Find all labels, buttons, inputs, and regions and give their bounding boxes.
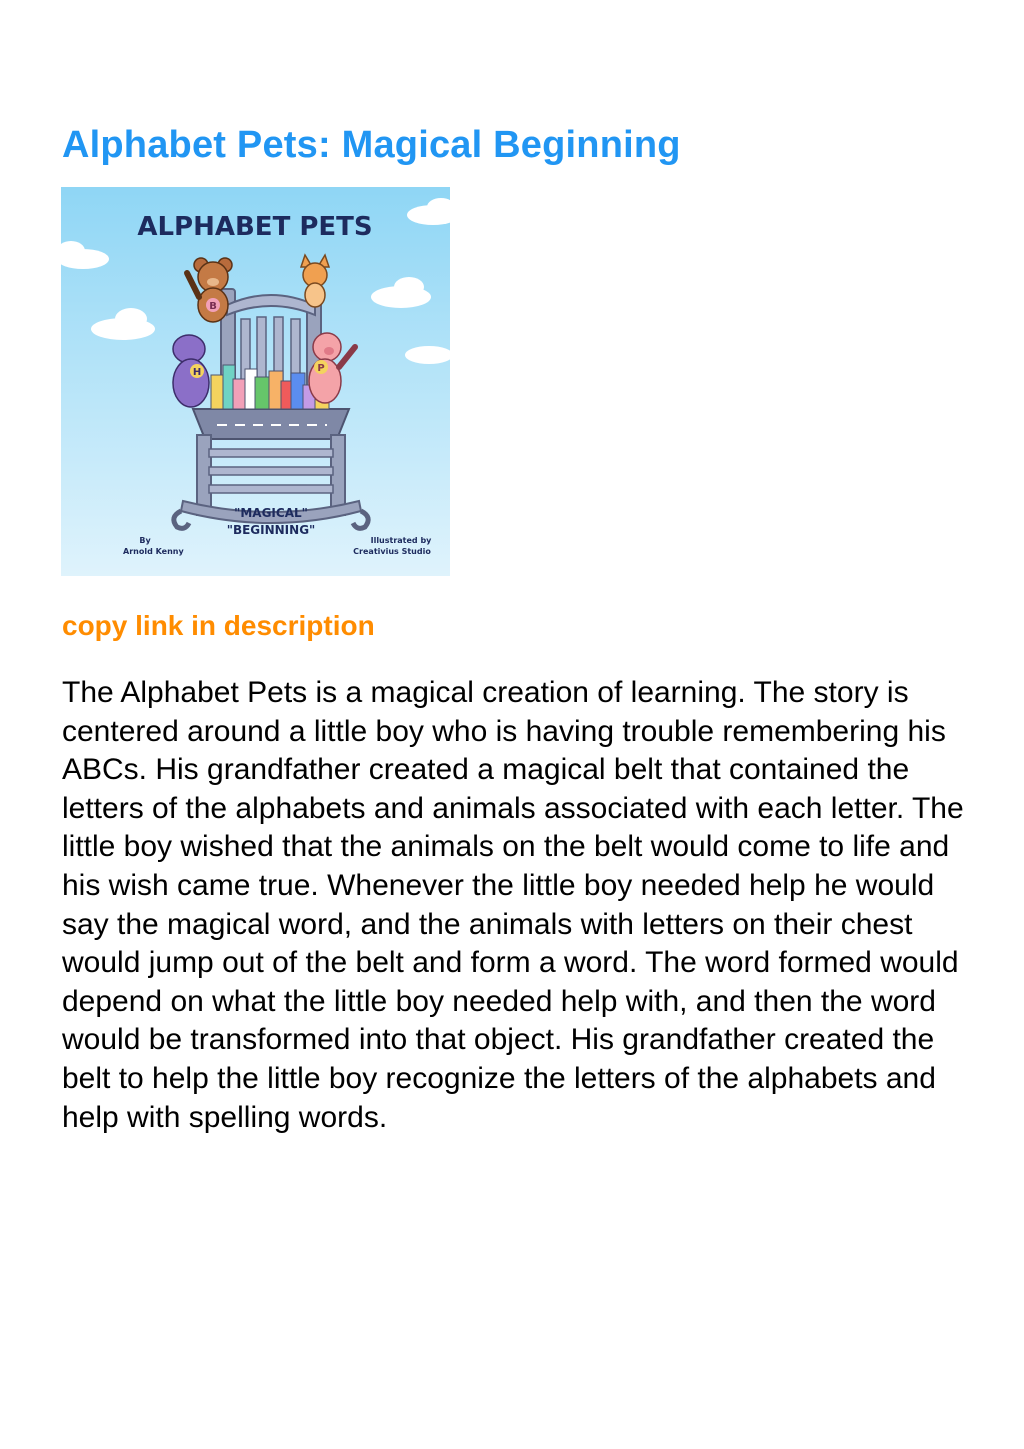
cover-heading: ALPHABET PETS <box>137 212 373 242</box>
book-cover-illustration <box>61 187 450 576</box>
cover-subtitle-line-2: "BEGINNING" <box>226 523 316 537</box>
author-prefix: By <box>139 536 151 545</box>
copy-link-notice: copy link in description <box>62 610 375 641</box>
book-cover-image <box>61 187 450 576</box>
page-title: Alphabet Pets: Magical Beginning <box>62 124 681 166</box>
hippo-letter: H <box>192 367 202 378</box>
book-description: The Alphabet Pets is a magical creation of learning. The story is centered around a little boy who is having trouble remembering his ABCs. His grandfather created a magical belt that contained the letters of the alphabets and animals associated with each letter. The little boy wished that the animals on the belt would come to life and his wish came true. Whenever the little boy needed help he would say the magical word, and the animals with letters on their chest would jump out of the belt and form a word. The word formed would depend on what the little boy needed help with, and then the word would be transformed into that object. His grandfather created the belt to help the little boy recognize the letters of the alphabets and help with spelling words. <box>62 676 964 1134</box>
cover-subtitle-line-1: "MAGICAL" <box>234 506 308 520</box>
hippo-character <box>173 335 209 407</box>
bear-letter: B <box>209 301 217 312</box>
cat-character <box>301 255 329 307</box>
pig-letter: P <box>317 363 325 374</box>
author-name: Arnold Kenny <box>123 547 184 556</box>
illustrator-name: Creativius Studio <box>353 547 431 556</box>
illustrator-prefix: Illustrated by <box>370 536 432 545</box>
